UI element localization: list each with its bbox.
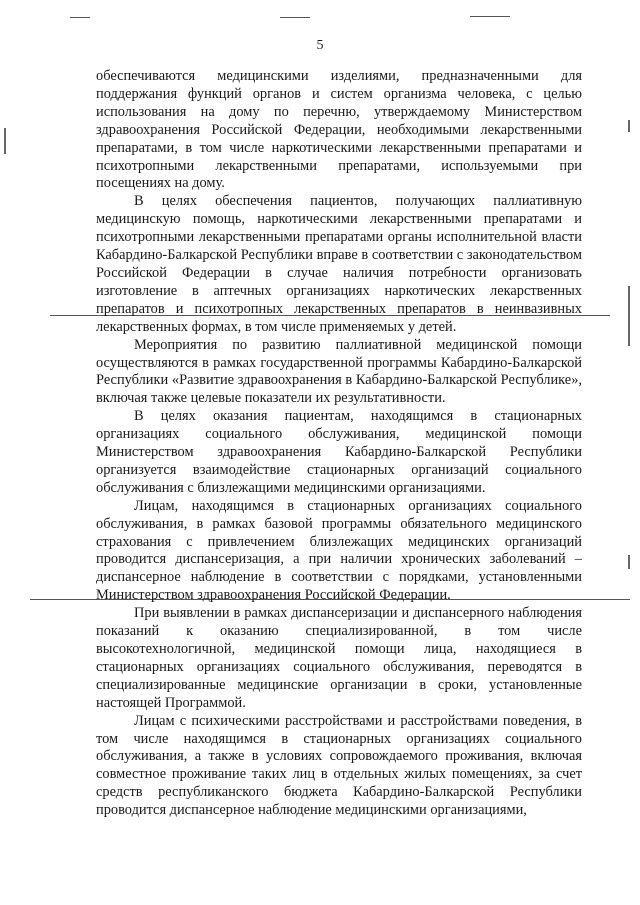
- scan-artifact-top-line: [470, 16, 510, 17]
- scan-artifact-margin-mark: [628, 120, 630, 132]
- document-body: [96, 68, 582, 820]
- page-number: 5: [316, 38, 324, 53]
- paragraph: обеспечиваются медицинскими изделиями, предназначенными для поддержания функций органов и систем организма человека, с целью использования на дому по перечню, утверждаемому Министерством здравоохранения Российской Федерации, необходимыми лекарственными препаратами, в том числе наркотическими лекарственными препаратами и психотропными лекарственными препаратами, используемыми при посещениях на дому.: [96, 68, 582, 192]
- paragraph: В целях обеспечения пациентов, получающих паллиативную медицинскую помощь, наркотическими лекарственными препаратами и психотропными лекарственными препаратами органы исполнительной власти Кабардино-Балкарской Республики вправе в соответствии с законодательством Российской Федерации в случае наличия потребности организовать изготовление в аптечных организациях наркотических лекарственных препаратов и психотропных лекарственных препаратов в неинвазивных лекарственных формах, в том числе применяемых у детей.: [96, 193, 582, 335]
- paragraph: Мероприятия по развитию паллиативной медицинской помощи осуществляются в рамках государственной программы Кабардино-Балкарской Республики «Развитие здравоохранения в Кабардино-Балкарской Республике», включая также целевые показатели их результативности.: [96, 336, 582, 407]
- scan-artifact-top-line: [280, 17, 310, 18]
- paragraph: При выявлении в рамках диспансеризации и диспансерного наблюдения показаний к оказанию специализированной, в том числе высокотехнологичной, медицинской помощи лица, находящиеся в стационарных организациях социального обслуживания, переводятся в специализированные медицинские организации в сроки, установленные настоящей Программой.: [96, 605, 582, 711]
- paragraph: В целях оказания пациентам, находящимся в стационарных организациях социального обслуживания, медицинской помощи Министерством здравоохранения Кабардино-Балкарской Республики организуется взаимодействие стационарных организаций социального обслуживания с близлежащими медицинскими организациями.: [96, 408, 582, 496]
- paragraph: Лицам с психическими расстройствами и расстройствами поведения, в том числе находящимся в стационарных организациях социального обслуживания, а также в условиях сопровождаемого проживания, включая совместное проживание таких лиц в отдельных жилых помещениях, за счет средств республиканского бюджета Кабардино-Балкарской Республики проводится диспансерное наблюдение медицинскими организациями,: [96, 712, 582, 819]
- scan-artifact-top-line: [70, 17, 90, 18]
- scan-artifact-margin-mark: [628, 555, 630, 569]
- paragraph: Лицам, находящимся в стационарных организациях социального обслуживания, в рамках базовой программы обязательного медицинского страхования с привлечением близлежащих медицинских организаций проводится диспансеризация, а при наличии хронических заболеваний – диспансерное наблюдение в соответствии с порядками, установленными Министерством здравоохранения Российской Федерации.: [96, 497, 582, 604]
- scan-artifact-margin-mark: [4, 128, 6, 154]
- scan-artifact-margin-mark: [628, 286, 630, 346]
